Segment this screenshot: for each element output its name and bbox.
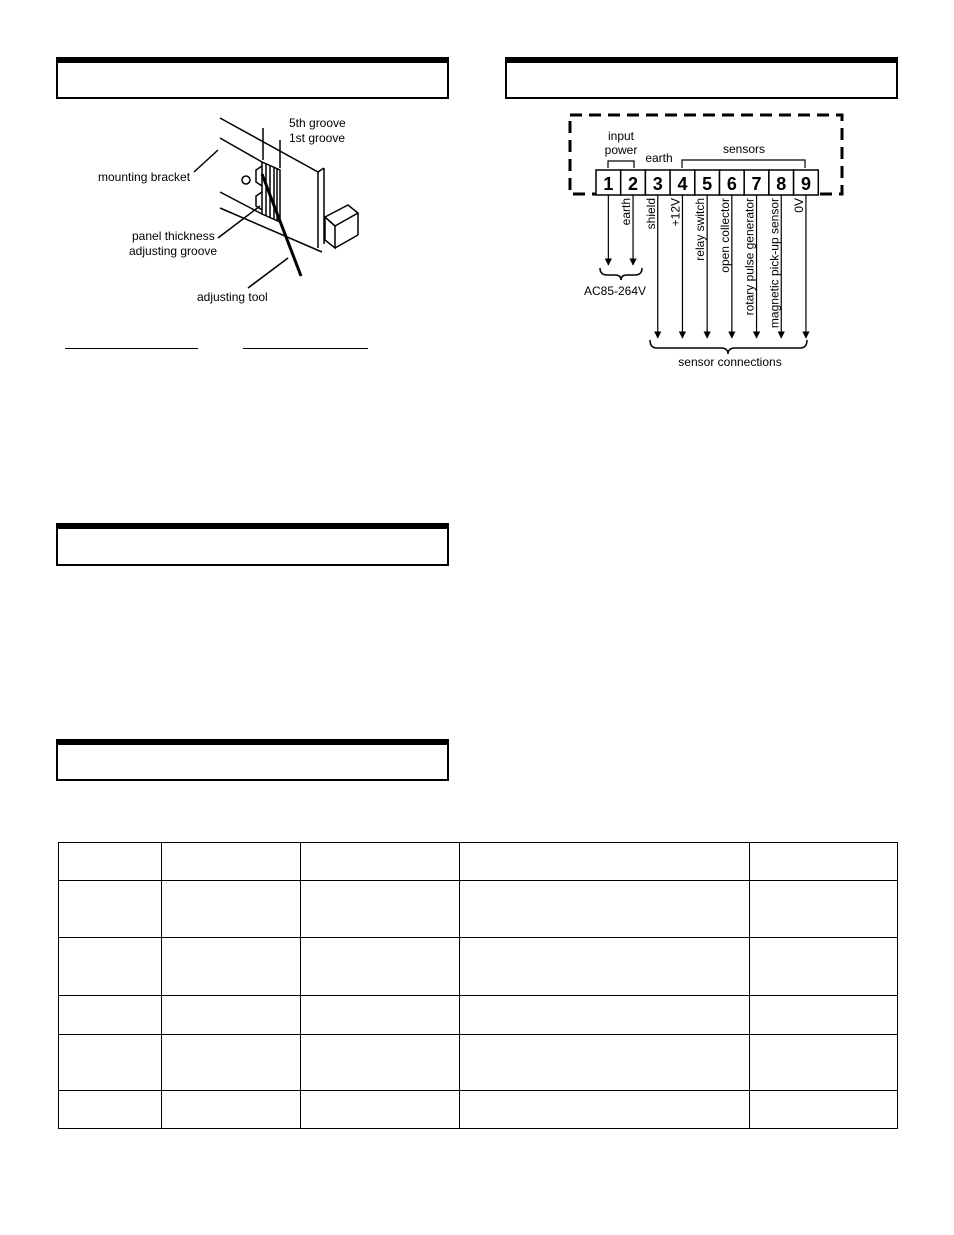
- label-sensors: sensors: [722, 142, 766, 156]
- terminal-label: relay switch: [693, 198, 708, 261]
- table-header-cell: [460, 843, 750, 881]
- terminal-number: 8: [776, 174, 787, 194]
- terminal-number: 3: [652, 174, 663, 194]
- table-cell: [162, 881, 301, 938]
- label-panel-thickness: panel thickness: [132, 229, 215, 243]
- terminal-label: 0V: [791, 198, 806, 213]
- mounting-hole: [242, 176, 250, 184]
- wiring-diagram: [560, 110, 860, 372]
- brace-ac-supply: [600, 268, 642, 280]
- table-row: [59, 881, 898, 938]
- terminal-label: shield: [643, 198, 658, 230]
- table-cell: [162, 995, 301, 1034]
- label-5th-groove: 5th groove: [289, 116, 346, 130]
- table-cell: [750, 995, 898, 1034]
- table-cell: [301, 881, 460, 938]
- caption-underline-left: [65, 348, 198, 349]
- table-cell: [59, 938, 162, 995]
- table-cell: [301, 1034, 460, 1090]
- table-cell: [162, 938, 301, 995]
- groove-notch-upper: [256, 166, 262, 186]
- table-cell: [750, 1034, 898, 1090]
- terminal-number: 2: [628, 174, 639, 194]
- section-header-left-lower: [56, 739, 449, 781]
- table-cell: [59, 995, 162, 1034]
- label-1st-groove: 1st groove: [289, 131, 346, 145]
- terminal-label: magnetic pick-up sensor: [767, 198, 782, 329]
- table-row: [59, 995, 898, 1034]
- table-header-cell: [162, 843, 301, 881]
- bracket-block-front: [325, 217, 335, 248]
- table-cell: [301, 938, 460, 995]
- leader-adjusting-tool: [248, 258, 288, 288]
- label-power: power: [604, 143, 638, 157]
- table-cell: [162, 1090, 301, 1128]
- bracket-end-top: [318, 168, 324, 172]
- bracket-side-edge-upper: [220, 138, 262, 162]
- table-cell: [301, 995, 460, 1034]
- label-adjusting-groove: adjusting groove: [129, 244, 218, 258]
- terminal-label: +12V: [668, 198, 683, 227]
- label-input: input: [607, 129, 635, 143]
- terminal-label: open collector: [717, 198, 732, 273]
- terminal-number: 4: [677, 174, 688, 194]
- bracket-block-top: [325, 205, 358, 226]
- table-cell: [460, 995, 750, 1034]
- bracket-input-power: [608, 161, 634, 168]
- table-header-cell: [59, 843, 162, 881]
- table-header-cell: [750, 843, 898, 881]
- table-cell: [59, 881, 162, 938]
- table-cell: [750, 881, 898, 938]
- leader-mounting-bracket: [194, 150, 218, 172]
- terminal-labels: [619, 198, 806, 328]
- section-header-mounting: [56, 57, 449, 99]
- table-row: [59, 1034, 898, 1090]
- terminal-block: [596, 170, 818, 195]
- brace-sensor-connections: [650, 340, 807, 354]
- bracket-sensors: [682, 160, 805, 168]
- terminal-number: 7: [751, 174, 762, 194]
- bracket-block-bottom: [335, 235, 358, 248]
- table-cell: [750, 938, 898, 995]
- table-header-cell: [301, 843, 460, 881]
- section-header-wiring: [505, 57, 898, 99]
- terminal-number: 5: [702, 174, 713, 194]
- label-ac-supply: AC85-264V: [583, 284, 647, 298]
- table-cell: [59, 1034, 162, 1090]
- table-cell: [162, 1034, 301, 1090]
- bracket-bottom-edge: [220, 208, 322, 252]
- table-cell: [460, 938, 750, 995]
- spec-table: [58, 842, 898, 1129]
- table-cell: [460, 881, 750, 938]
- table-header-row: [59, 843, 898, 881]
- table-cell: [460, 1034, 750, 1090]
- table-cell: [59, 1090, 162, 1128]
- table-row: [59, 1090, 898, 1128]
- terminal-label: earth: [619, 198, 634, 226]
- label-mounting-bracket: mounting bracket: [98, 170, 191, 184]
- terminal-number: 1: [603, 174, 614, 194]
- section-header-left-middle: [56, 523, 449, 566]
- table-cell: [460, 1090, 750, 1128]
- terminal-number: 6: [726, 174, 737, 194]
- table-cell: [750, 1090, 898, 1128]
- label-sensor-connections: sensor connections: [678, 355, 782, 369]
- caption-underline-right: [243, 348, 368, 349]
- table-row: [59, 938, 898, 995]
- label-adjusting-tool: adjusting tool: [197, 290, 268, 304]
- mounting-bracket-diagram: [90, 110, 390, 310]
- label-earth: earth: [645, 151, 673, 165]
- table-cell: [301, 1090, 460, 1128]
- terminal-number: 9: [800, 174, 811, 194]
- adjusting-tool: [262, 174, 301, 276]
- terminal-label: rotary pulse generator: [742, 198, 757, 316]
